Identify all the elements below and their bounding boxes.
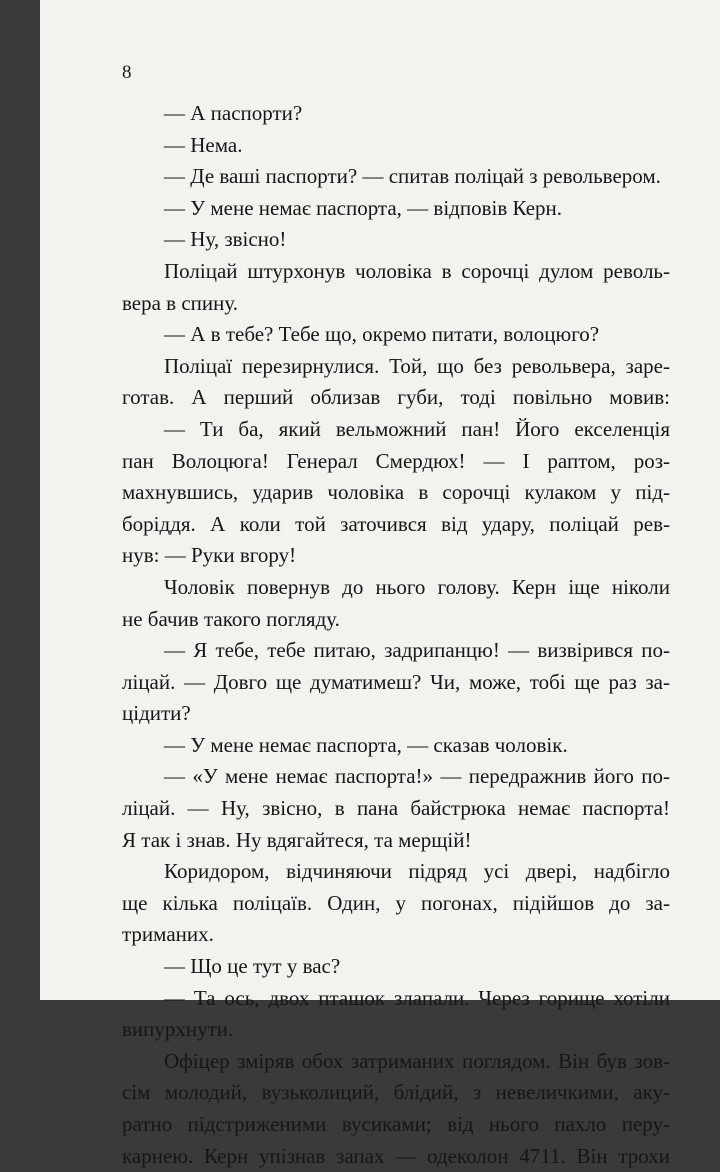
text-line: — Нема. [164, 132, 243, 157]
text-line: ліцай. — Довго ще думатимеш? Чи, може, тобі ще раз за- [122, 669, 670, 694]
text-line: боріддя. А коли той заточився від удару, поліцай рев- [122, 511, 670, 536]
text-line: — Та ось, двох пташок злапали. Через горище хотіли [164, 985, 670, 1010]
text-line: махнувшись, ударив чоловіка в сорочці кулаком у під- [122, 480, 670, 505]
text-line: — Я тебе, тебе питаю, задрипанцю! — визвірився по- [164, 638, 670, 663]
text-line: — А в тебе? Тебе що, окремо питати, волоцюго? [164, 322, 600, 347]
text-line: Коридором, відчиняючи підряд усі двері, надбігло [164, 859, 670, 884]
text-line: триманих. [122, 922, 214, 947]
text-line: — Ти ба, який вельможний пан! Його екселенція [164, 416, 670, 441]
page-number: 8 [122, 62, 132, 83]
text-line: Офіцер зміряв обох затриманих поглядом. Він був зов- [164, 1048, 670, 1073]
text-line: Я так і знав. Ну вдягайтеся, та мерщій! [122, 827, 472, 852]
text-line: ще кілька поліцаїв. Один, у погонах, підійшов до за- [122, 890, 670, 915]
text-line: нув: — Руки вгору! [122, 543, 297, 568]
text-line: ліцай. — Ну, звісно, в пана байстрюка немає паспорта! [122, 796, 670, 821]
text-line: — У мене немає паспорта, — сказав чоловік. [164, 732, 568, 757]
text-line: — А паспорти? [164, 101, 303, 125]
text-line: пан Волоцюга! Генерал Смердюх! — І раптом, роз- [122, 448, 670, 473]
text-line: сім молодий, вузьколиций, блідий, з невеличкими, аку- [122, 1080, 670, 1105]
body-text [122, 98, 670, 1172]
book-page [40, 0, 720, 1168]
text-line: карнею. Керн упізнав запах — одеколон 4711. Він трохи [122, 1143, 670, 1168]
text-line: вера в спину. [122, 290, 239, 315]
text-line: — У мене немає паспорта, — відповів Керн. [164, 195, 563, 220]
text-line: Поліцай штурхонув чоловіка в сорочці дулом револь- [164, 258, 670, 283]
text-line: випурхнути. [122, 1017, 234, 1042]
text-line: цідити? [122, 701, 191, 726]
text-line: не бачив такого погляду. [122, 606, 340, 631]
text-line: — Ну, звісно! [164, 227, 287, 252]
text-line: — Що це тут у вас? [164, 954, 341, 979]
text-line: готав. А перший облизав губи, тоді повільно мовив: [122, 385, 670, 410]
text-line: — Де ваші паспорти? — спитав поліцай з револьвером. [164, 164, 661, 189]
text-line: ратно підстриженими вусиками; від нього пахло перу- [122, 1112, 670, 1136]
text-line: — «У мене немає паспорта!» — передражнив його по- [164, 764, 670, 789]
text-line: Чоловік повернув до нього голову. Керн іще ніколи [164, 574, 670, 599]
text-line: Поліцаї перезирнулися. Той, що без револьвера, заре- [164, 353, 670, 378]
